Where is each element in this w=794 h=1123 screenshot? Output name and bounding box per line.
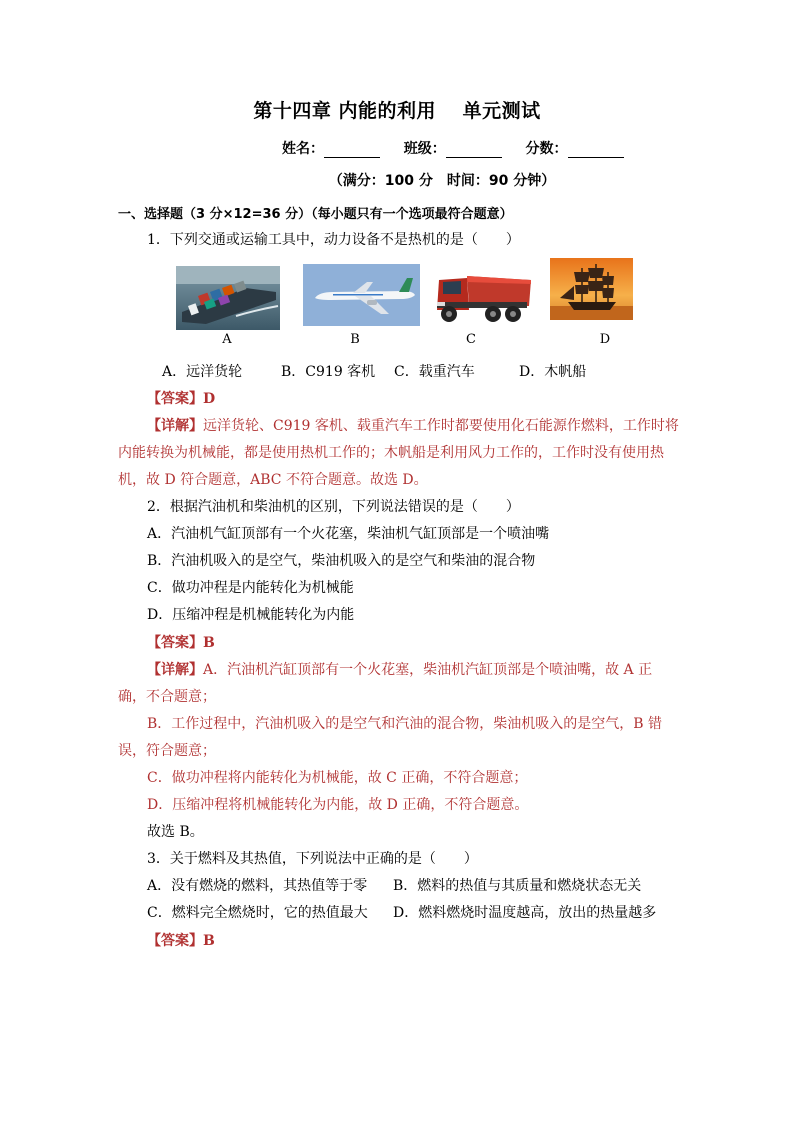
full-score-time: （满分：100 分 时间：90 分钟）	[328, 173, 556, 189]
q1-option-b: B．C919 客机	[281, 364, 376, 380]
class-label: 班级：	[403, 141, 446, 157]
q2-option-c: C．做功冲程是内能转化为机械能	[147, 580, 354, 596]
q3-option-d: D．燃料燃烧时温度越高，放出的热量越多	[393, 905, 657, 921]
q1-answer-value: D	[203, 391, 216, 407]
q2-option-b: B．汽油机吸入的是空气，柴油机吸入的是空气和柴油的混合物	[147, 553, 536, 569]
q3-answer-value: B	[203, 933, 215, 949]
image-label-b: B	[350, 332, 360, 347]
class-blank[interactable]	[446, 143, 502, 158]
q1-detail-line-2: 内能转换为机械能，都是使用热机工作的；木帆船是利用风力工作的，工作时没有使用热	[118, 445, 664, 461]
q2-answer	[147, 633, 215, 653]
page-title: 第十四章 内能的利用 单元测试	[253, 100, 541, 122]
q2-detail-line-4: 误，符合题意；	[118, 743, 216, 759]
q3-option-a: A．没有燃烧的燃料，其热值等于零	[147, 878, 368, 894]
q1-detail-line-1: 【详解】远洋货轮、C919 客机、载重汽车工作时都要使用化石能源作燃料，工作时将	[147, 418, 679, 434]
q1-detail-line-3: 机，故 D 符合题意，ABC 不符合题意。故选 D。	[118, 472, 428, 488]
q2-detail-line-2: 确，不合题意；	[118, 689, 216, 705]
q1-option-a: A．远洋货轮	[162, 364, 243, 380]
q1-stem: 1．下列交通或运输工具中，动力设备不是热机的是（ ）	[147, 232, 520, 248]
score-blank[interactable]	[568, 143, 624, 158]
q1-answer-label: 【答案】	[147, 391, 203, 407]
q2-option-d: D．压缩冲程是机械能转化为内能	[147, 607, 355, 623]
name-blank[interactable]	[324, 143, 380, 158]
cargo-ship-image	[176, 266, 280, 330]
q2-option-a: A．汽油机气缸顶部有一个火花塞，柴油机气缸顶部是一个喷油嘴	[147, 526, 550, 542]
q2-detail-line-6: D．压缩冲程将机械能转化为内能，故 D 正确，不符合题意。	[147, 797, 529, 813]
name-label: 姓名：	[282, 141, 324, 157]
image-label-a: A	[222, 332, 232, 347]
section-title: 一、选择题	[118, 207, 184, 222]
sailing-ship-image	[550, 258, 633, 320]
q2-answer-label: 【答案】	[147, 635, 203, 651]
q3-stem: 3．关于燃料及其热值，下列说法中正确的是（ ）	[147, 851, 478, 867]
q2-answer-value: B	[203, 635, 215, 651]
dump-truck-image	[431, 266, 535, 326]
student-info-line	[282, 138, 624, 158]
score-label: 分数：	[525, 141, 568, 157]
q1-option-d: D．木帆船	[519, 364, 587, 380]
q1-option-c: C．载重汽车	[394, 364, 475, 380]
image-label-d: D	[599, 332, 611, 347]
q2-stem: 2．根据汽油机和柴油机的区别，下列说法错误的是（ ）	[147, 499, 520, 515]
q3-option-b: B．燃料的热值与其质量和燃烧状态无关	[393, 878, 642, 894]
q3-answer	[147, 931, 215, 951]
q2-detail-line-7: 故选 B。	[147, 824, 204, 840]
image-label-c: C	[466, 332, 476, 347]
q3-answer-label: 【答案】	[147, 933, 203, 949]
q2-detail-label: 【详解】	[147, 662, 203, 678]
q2-detail-line-3: B．工作过程中，汽油机吸入的是空气和汽油的混合物，柴油机吸入的是空气，B 错	[147, 716, 663, 732]
q1-detail-label: 【详解】	[147, 418, 203, 434]
q1-answer	[147, 389, 215, 409]
section-note: （每小题只有一个选项最符合题意）	[311, 207, 513, 222]
q3-option-c: C．燃料完全燃烧时，它的热值最大	[147, 905, 368, 921]
airplane-image	[303, 264, 420, 326]
section-heading	[118, 203, 513, 222]
section-points: （3 分×12=36 分）	[183, 207, 312, 222]
q2-detail-line-5: C．做功冲程将内能转化为机械能，故 C 正确，不符合题意；	[147, 770, 528, 786]
q2-detail-line-1: 【详解】A．汽油机汽缸顶部有一个火花塞，柴油机汽缸顶部是个喷油嘴，故 A 正	[147, 662, 653, 678]
